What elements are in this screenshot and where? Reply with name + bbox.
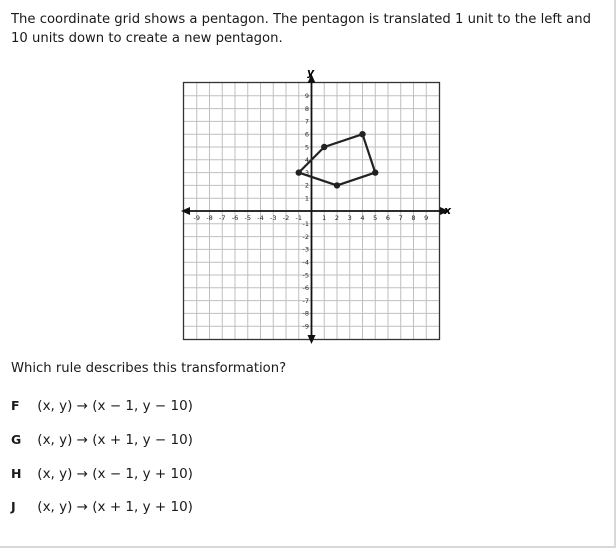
pentagon-vertex bbox=[296, 169, 302, 175]
choice-rule: (x, y) → (x + 1, y + 10) bbox=[37, 499, 193, 515]
x-axis-label: x bbox=[444, 204, 452, 217]
pentagon-vertex bbox=[372, 169, 378, 175]
x-tick-label: -7 bbox=[219, 214, 226, 222]
y-tick-label: 4 bbox=[304, 156, 309, 165]
question-prompt: The coordinate grid shows a pentagon. The pentagon is translated 1 unit to the left and 10 units down to create a new pentagon. bbox=[11, 12, 591, 46]
y-axis-label: y bbox=[307, 66, 315, 79]
x-tick-label: 7 bbox=[398, 214, 403, 222]
y-tick-label: 2 bbox=[304, 181, 309, 190]
y-tick-label: 6 bbox=[304, 130, 309, 139]
y-tick-label: -8 bbox=[302, 309, 309, 318]
choice-rule: (x, y) → (x − 1, y − 10) bbox=[37, 398, 193, 414]
axes bbox=[181, 74, 449, 344]
y-tick-label: 1 bbox=[304, 194, 309, 203]
y-tick-label: -1 bbox=[302, 220, 309, 229]
pentagon-vertex bbox=[334, 182, 340, 188]
answer-choice-h[interactable] bbox=[11, 465, 193, 483]
y-tick-label: 5 bbox=[304, 143, 309, 152]
y-tick-label: 7 bbox=[304, 117, 309, 126]
choice-letter: F bbox=[11, 398, 20, 413]
pentagon-vertex bbox=[321, 144, 327, 150]
answer-choice-g[interactable] bbox=[11, 431, 193, 449]
x-axis-arrow-left bbox=[181, 207, 190, 215]
y-tick-label: -2 bbox=[302, 232, 309, 241]
x-tick-label: -6 bbox=[231, 214, 239, 222]
y-tick-label: -7 bbox=[302, 296, 309, 305]
x-tick-label: -2 bbox=[282, 214, 290, 222]
y-tick-label: -6 bbox=[302, 284, 309, 293]
choice-letter: G bbox=[11, 432, 22, 447]
choice-letter: J bbox=[11, 499, 16, 514]
y-tick-label: -4 bbox=[302, 258, 309, 267]
y-tick-label: -9 bbox=[302, 322, 309, 331]
coordinate-grid bbox=[176, 64, 452, 344]
x-tick-label: 4 bbox=[360, 214, 365, 222]
pentagon-vertex bbox=[359, 131, 365, 137]
y-tick-label: -3 bbox=[302, 245, 309, 254]
x-tick-label: 9 bbox=[424, 214, 429, 222]
choice-letter: H bbox=[11, 466, 22, 481]
answer-choice-j[interactable] bbox=[11, 498, 193, 516]
x-tick-label: -9 bbox=[193, 214, 200, 222]
x-tick-label: -8 bbox=[206, 214, 213, 222]
choice-rule: (x, y) → (x + 1, y − 10) bbox=[37, 432, 193, 448]
answer-choice-f[interactable] bbox=[11, 397, 193, 415]
x-tick-label: -5 bbox=[244, 214, 251, 222]
y-tick-label: -5 bbox=[302, 271, 309, 280]
question-text: Which rule describes this transformation? bbox=[11, 361, 287, 376]
y-tick-label: 3 bbox=[304, 168, 309, 177]
x-tick-label: 5 bbox=[373, 214, 378, 222]
x-tick-label: -3 bbox=[270, 214, 277, 222]
x-tick-label: -1 bbox=[295, 214, 302, 222]
y-tick-label: 8 bbox=[304, 104, 309, 113]
x-tick-label: 2 bbox=[334, 214, 340, 222]
choice-rule: (x, y) → (x − 1, y + 10) bbox=[37, 466, 193, 482]
y-tick-label: 9 bbox=[304, 92, 309, 101]
x-tick-label: -4 bbox=[257, 214, 264, 222]
x-tick-label: 3 bbox=[347, 214, 352, 222]
x-tick-label: 6 bbox=[385, 214, 391, 222]
x-tick-label: 1 bbox=[322, 214, 327, 222]
x-tick-label: 8 bbox=[411, 214, 416, 222]
